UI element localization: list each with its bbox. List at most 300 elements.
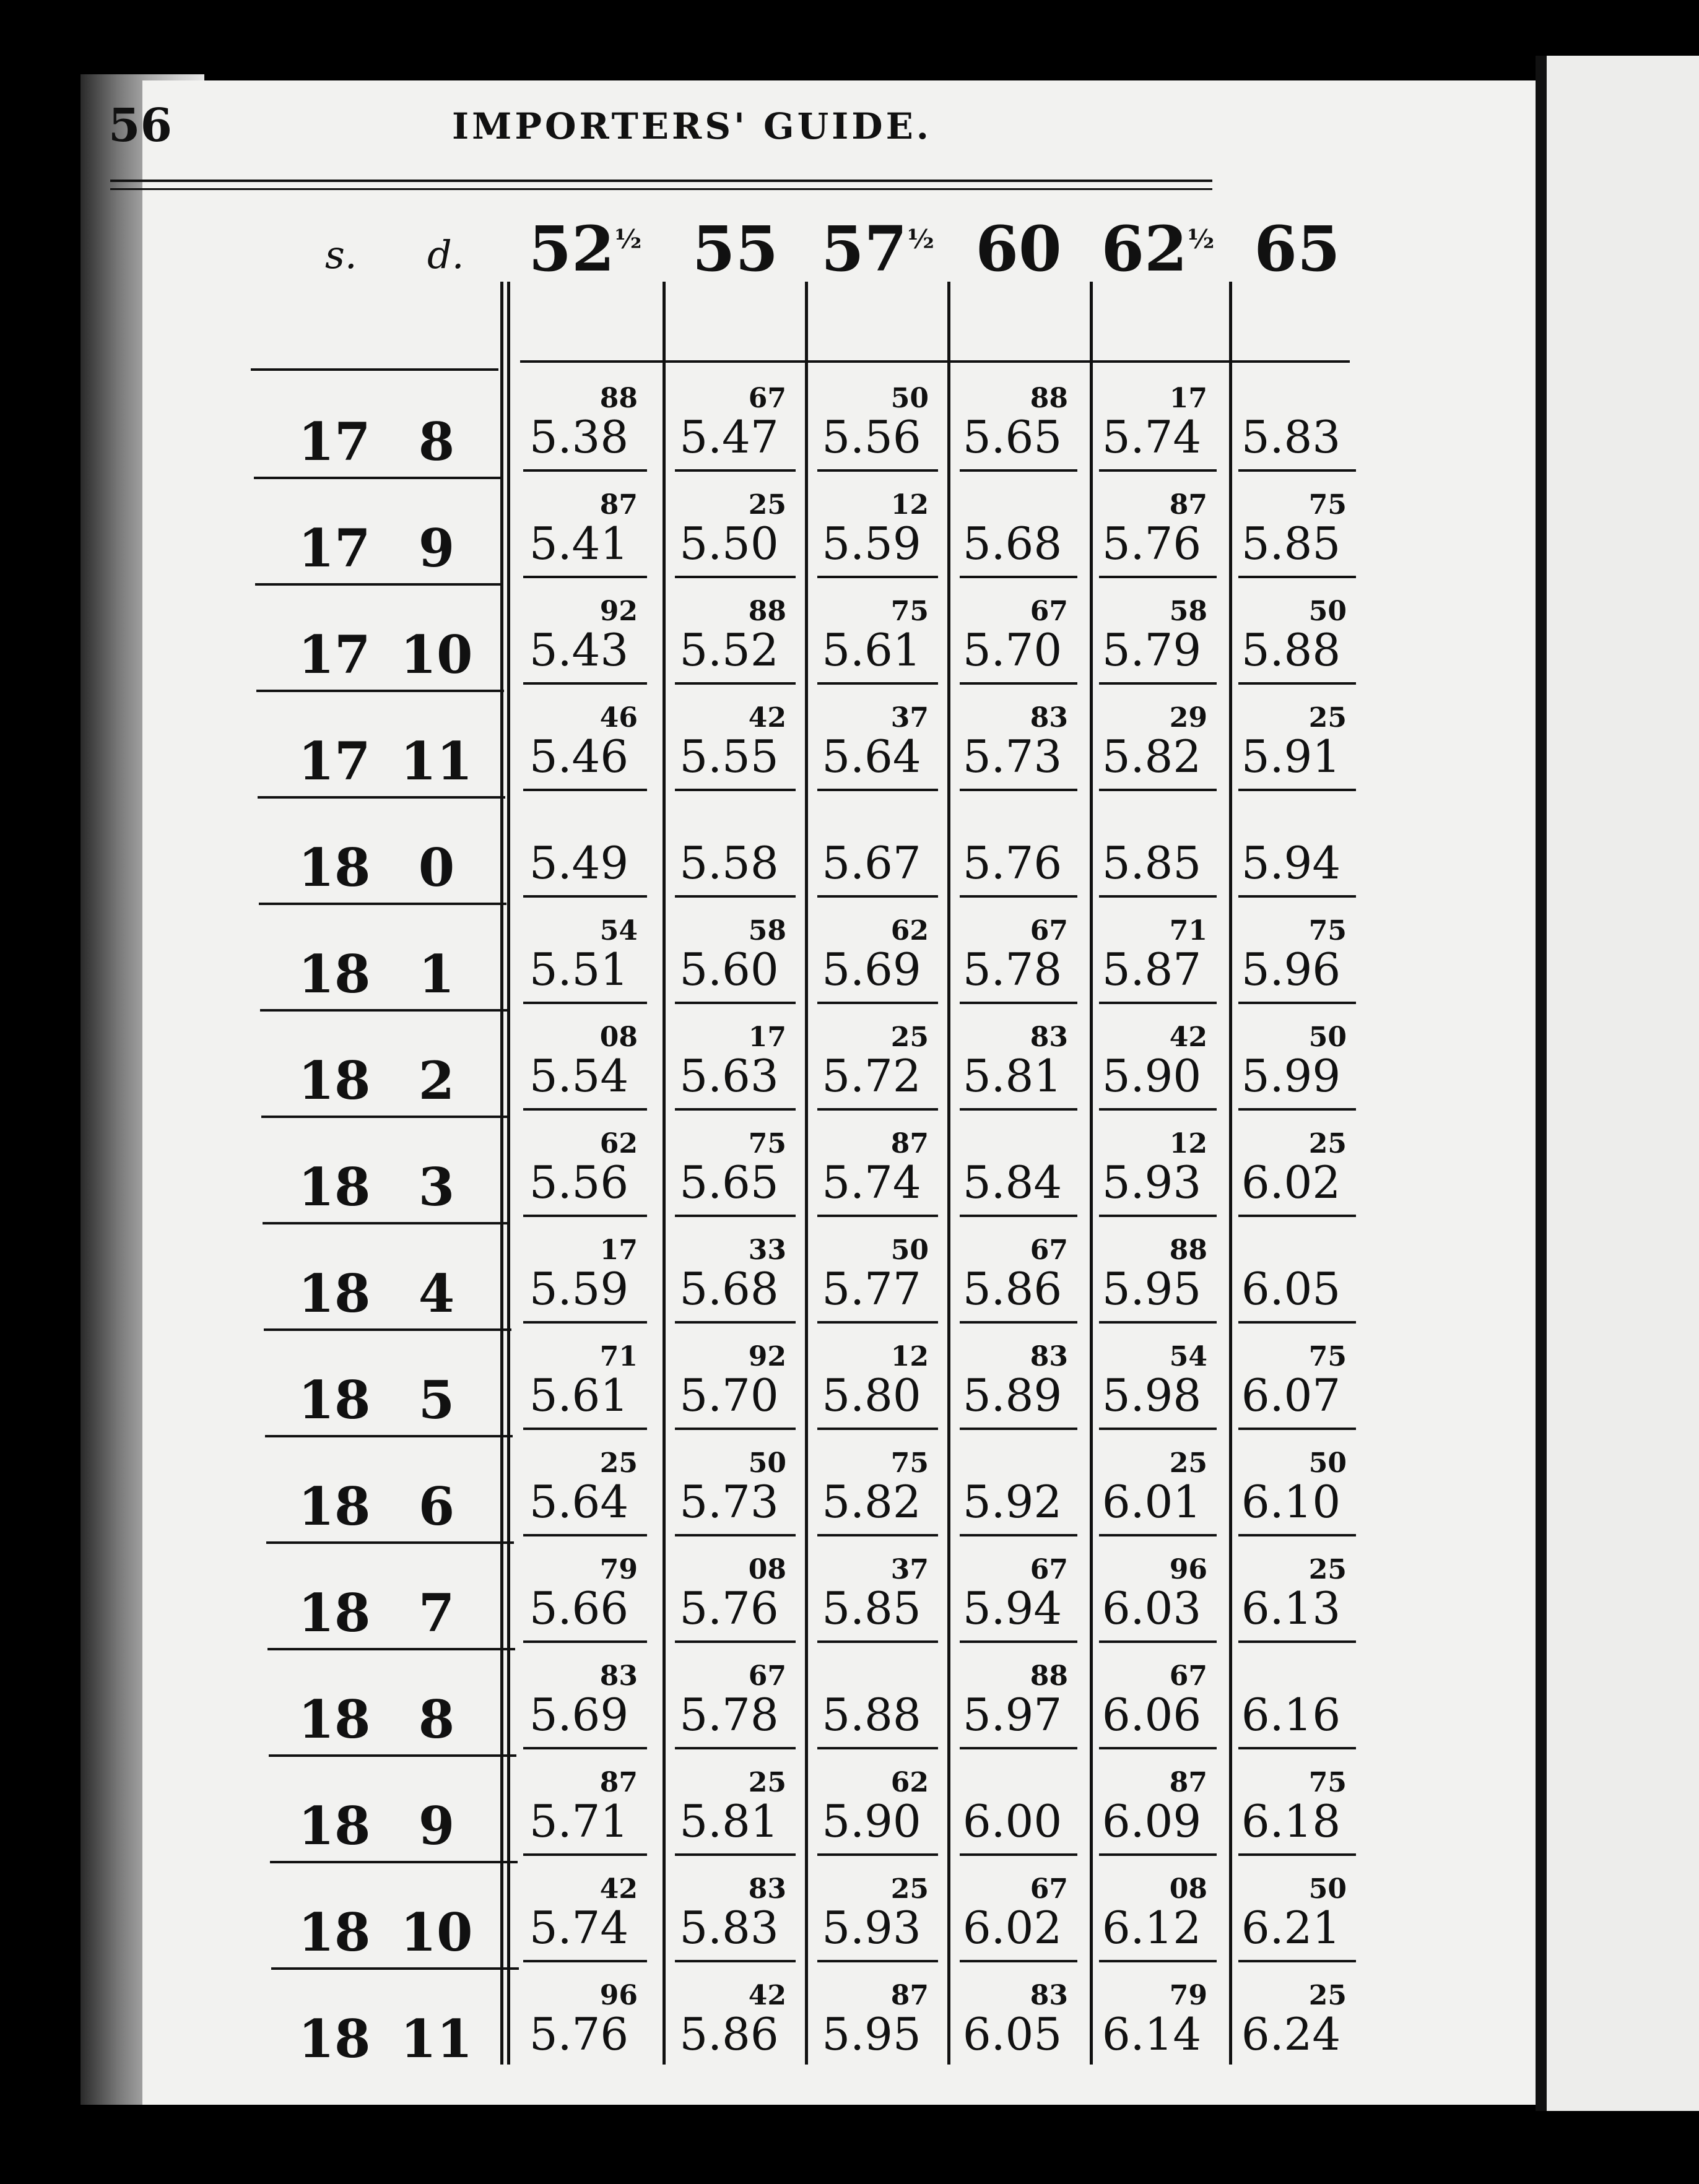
- row-separator-left: [259, 903, 506, 905]
- table-cell-fraction: 96: [1169, 1554, 1207, 1585]
- table-cell-value: 6.06: [1102, 1689, 1202, 1741]
- row-separator-cell: [1238, 1534, 1356, 1536]
- row-separator-cell: [817, 682, 938, 685]
- header-underline-left: [251, 368, 498, 371]
- row-separator-cell: [1238, 1960, 1356, 1962]
- row-pence: 8: [418, 411, 455, 472]
- table-cell-fraction: 42: [748, 1980, 786, 2011]
- row-separator-cell: [1099, 1215, 1217, 1217]
- row-separator-cell: [817, 789, 938, 791]
- table-cell-fraction: 50: [748, 1447, 786, 1479]
- table-cell-fraction: 08: [748, 1554, 786, 1585]
- row-separator-cell: [817, 895, 938, 898]
- row-separator-cell: [675, 1640, 796, 1643]
- table-cell-value: 5.89: [962, 1369, 1062, 1421]
- row-separator-cell: [1238, 682, 1356, 685]
- row-shillings: 18: [298, 1902, 371, 1963]
- table-cell-fraction: 67: [1030, 1873, 1068, 1905]
- table-cell-value: 5.93: [1102, 1156, 1202, 1208]
- table-cell-fraction: 62: [890, 1767, 929, 1798]
- table-cell-value: 6.21: [1241, 1902, 1341, 1954]
- row-separator-cell: [1238, 1428, 1356, 1430]
- table-cell-value: 5.85: [822, 1582, 921, 1634]
- row-pence: 3: [418, 1156, 455, 1218]
- row-separator-cell: [523, 1321, 647, 1324]
- table-cell-fraction: 25: [890, 1021, 929, 1053]
- row-separator-left: [265, 1435, 513, 1437]
- table-cell-value: 5.61: [822, 624, 921, 676]
- header-rule: [110, 180, 1212, 190]
- column-header-2: 55: [692, 212, 779, 285]
- table-cell-value: 5.73: [679, 1476, 779, 1528]
- table-cell-fraction: 25: [890, 1873, 929, 1905]
- row-separator-cell: [1099, 1640, 1217, 1643]
- row-separator-cell: [523, 1747, 647, 1749]
- table-cell-value: 6.03: [1102, 1582, 1202, 1634]
- row-shillings: 17: [298, 518, 371, 579]
- table-cell-fraction: 25: [1308, 1554, 1347, 1585]
- table-cell-value: 5.70: [962, 624, 1062, 676]
- table-cell-value: 5.51: [529, 943, 629, 995]
- table-cell-fraction: 88: [1030, 383, 1068, 414]
- row-shillings: 18: [298, 943, 371, 1005]
- table-cell-value: 5.99: [1241, 1050, 1341, 1102]
- table-cell-value: 6.12: [1102, 1902, 1202, 1954]
- table-cell-fraction: 62: [599, 1128, 638, 1159]
- table-cell-value: 5.91: [1241, 730, 1341, 782]
- table-cell-fraction: 79: [599, 1554, 638, 1585]
- table-cell-fraction: 17: [1169, 383, 1207, 414]
- table-cell-fraction: 12: [1169, 1128, 1207, 1159]
- row-separator-cell: [675, 1534, 796, 1536]
- table-cell-value: 5.55: [679, 730, 779, 782]
- row-separator-cell: [523, 1960, 647, 1962]
- table-cell-value: 5.78: [962, 943, 1062, 995]
- table-cell-fraction: 87: [890, 1128, 929, 1159]
- table-cell-value: 5.86: [679, 2008, 779, 2060]
- row-separator-left: [254, 477, 502, 479]
- table-cell-value: 6.13: [1241, 1582, 1341, 1634]
- table-cell-fraction: 42: [599, 1873, 638, 1905]
- table-cell-value: 5.65: [962, 411, 1062, 463]
- table-cell-value: 5.84: [962, 1156, 1062, 1208]
- table-cell-value: 5.94: [962, 1582, 1062, 1634]
- table-cell-fraction: 50: [1308, 596, 1347, 627]
- table-cell-value: 5.77: [822, 1263, 921, 1315]
- row-separator-cell: [1099, 469, 1217, 472]
- row-separator-cell: [675, 1853, 796, 1856]
- facing-page-edge: [1536, 56, 1699, 2111]
- column-header-4: 60: [975, 212, 1062, 285]
- row-separator-cell: [523, 1215, 647, 1217]
- row-pence: 7: [418, 1582, 455, 1644]
- table-cell-value: 6.02: [1241, 1156, 1341, 1208]
- table-cell-value: 5.71: [529, 1795, 629, 1847]
- table-cell-value: 5.38: [529, 411, 629, 463]
- row-separator-cell: [817, 1960, 938, 1962]
- table-cell-fraction: 67: [1030, 1554, 1068, 1585]
- table-cell-value: 5.97: [962, 1689, 1062, 1741]
- row-separator-cell: [675, 469, 796, 472]
- table-cell-value: 6.18: [1241, 1795, 1341, 1847]
- table-cell-value: 5.47: [679, 411, 779, 463]
- table-cell-value: 5.64: [822, 730, 921, 782]
- row-separator-left: [258, 796, 505, 799]
- table-cell-value: 5.85: [1241, 518, 1341, 570]
- row-separator-cell: [960, 1321, 1077, 1324]
- row-separator-cell: [675, 1321, 796, 1324]
- column-header-1: $52^{\frac{1}{2}}$: [528, 212, 642, 285]
- row-pence: 1: [418, 943, 455, 1005]
- row-separator-left: [271, 1967, 519, 1970]
- table-cell-fraction: 25: [1308, 702, 1347, 734]
- row-separator-cell: [1099, 789, 1217, 791]
- header-underline-right: [520, 360, 1350, 363]
- row-separator-cell: [1099, 1321, 1217, 1324]
- row-separator-left: [261, 1116, 509, 1118]
- table-cell-fraction: 67: [1030, 596, 1068, 627]
- table-cell-fraction: 75: [1308, 1767, 1347, 1798]
- table-cell-fraction: 87: [1169, 489, 1207, 521]
- row-pence: 10: [400, 1902, 473, 1963]
- table-cell-fraction: 92: [599, 596, 638, 627]
- table-cell-value: 5.56: [529, 1156, 629, 1208]
- row-separator-cell: [1099, 1002, 1217, 1004]
- row-separator-cell: [817, 1321, 938, 1324]
- row-separator-cell: [1099, 1428, 1217, 1430]
- table-cell-fraction: 58: [748, 915, 786, 947]
- table-cell-value: 5.59: [529, 1263, 629, 1315]
- table-cell-fraction: 29: [1169, 702, 1207, 734]
- row-separator-cell: [817, 1747, 938, 1749]
- table-cell-fraction: 67: [1169, 1660, 1207, 1692]
- row-pence: 4: [418, 1263, 455, 1324]
- table-cell-value: 5.54: [529, 1050, 629, 1102]
- table-cell-fraction: 87: [890, 1980, 929, 2011]
- table-cell-value: 5.68: [679, 1263, 779, 1315]
- table-cell-value: 5.90: [1102, 1050, 1202, 1102]
- table-cell-fraction: 62: [890, 915, 929, 947]
- row-separator-left: [264, 1328, 511, 1331]
- table-cell-value: 5.93: [822, 1902, 921, 1954]
- table-cell-value: 5.94: [1241, 837, 1341, 889]
- table-cell-fraction: 33: [748, 1234, 786, 1266]
- row-separator-cell: [675, 789, 796, 791]
- row-separator-cell: [523, 789, 647, 791]
- table-cell-fraction: 12: [890, 1341, 929, 1372]
- row-separator-left: [270, 1861, 518, 1863]
- table-cell-fraction: 75: [890, 1447, 929, 1479]
- table-cell-fraction: 87: [599, 489, 638, 521]
- row-separator-cell: [1238, 1747, 1356, 1749]
- table-cell-value: 6.05: [1241, 1263, 1341, 1315]
- table-cell-fraction: 37: [890, 702, 929, 734]
- table-cell-fraction: 87: [599, 1767, 638, 1798]
- row-separator-cell: [523, 1534, 647, 1536]
- table-cell-fraction: 25: [1308, 1128, 1347, 1159]
- table-cell-value: 5.82: [822, 1476, 921, 1528]
- table-cell-value: 5.73: [962, 730, 1062, 782]
- table-cell-value: 6.16: [1241, 1689, 1341, 1741]
- table-cell-value: 5.88: [1241, 624, 1341, 676]
- table-cell-fraction: 83: [1030, 1021, 1068, 1053]
- table-cell-fraction: 54: [1169, 1341, 1207, 1372]
- divider-double: [500, 282, 510, 2065]
- row-separator-cell: [1238, 895, 1356, 898]
- row-separator-cell: [675, 1960, 796, 1962]
- table-cell-fraction: 17: [599, 1234, 638, 1266]
- table-cell-value: 6.05: [962, 2008, 1062, 2060]
- row-separator-cell: [1099, 1960, 1217, 1962]
- table-cell-fraction: 25: [748, 489, 786, 521]
- row-pence: 2: [418, 1050, 455, 1111]
- row-separator-cell: [960, 1640, 1077, 1643]
- table-cell-fraction: 83: [1030, 1341, 1068, 1372]
- page-number: 56: [108, 99, 172, 152]
- row-separator-cell: [523, 1108, 647, 1111]
- table-cell-fraction: 50: [1308, 1447, 1347, 1479]
- row-separator-cell: [960, 1108, 1077, 1111]
- row-separator-cell: [817, 1108, 938, 1111]
- row-shillings: 18: [298, 1263, 371, 1324]
- row-separator-cell: [523, 1428, 647, 1430]
- row-pence: 9: [418, 1795, 455, 1857]
- table-cell-fraction: 71: [599, 1341, 638, 1372]
- row-shillings: 17: [298, 730, 371, 792]
- table-cell-value: 5.63: [679, 1050, 779, 1102]
- row-separator-left: [267, 1648, 515, 1650]
- table-cell-fraction: 50: [1308, 1021, 1347, 1053]
- header-pence: d.: [427, 232, 464, 277]
- table-cell-fraction: 37: [890, 1554, 929, 1585]
- row-separator-cell: [817, 1640, 938, 1643]
- row-separator-left: [269, 1754, 516, 1757]
- table-cell-fraction: 88: [1030, 1660, 1068, 1692]
- table-cell-value: 5.43: [529, 624, 629, 676]
- table-cell-fraction: 71: [1169, 915, 1207, 947]
- row-pence: 10: [400, 624, 473, 685]
- row-shillings: 18: [298, 1476, 371, 1537]
- table-cell-value: 5.78: [679, 1689, 779, 1741]
- table-cell-fraction: 58: [1169, 596, 1207, 627]
- row-shillings: 18: [298, 1795, 371, 1857]
- row-separator-cell: [960, 895, 1077, 898]
- row-shillings: 18: [298, 837, 371, 898]
- row-separator-cell: [817, 1215, 938, 1217]
- row-separator-cell: [1238, 576, 1356, 578]
- table-cell-value: 5.50: [679, 518, 779, 570]
- row-separator-cell: [817, 576, 938, 578]
- table-cell-value: 5.59: [822, 518, 921, 570]
- row-pence: 9: [418, 518, 455, 579]
- table-cell-value: 5.70: [679, 1369, 779, 1421]
- table-cell-value: 5.95: [1102, 1263, 1202, 1315]
- table-cell-value: 5.49: [529, 837, 629, 889]
- table-cell-value: 6.02: [962, 1902, 1062, 1954]
- row-separator-cell: [675, 1747, 796, 1749]
- table-cell-value: 5.80: [822, 1369, 921, 1421]
- table-cell-fraction: 87: [1169, 1767, 1207, 1798]
- table-cell-fraction: 67: [748, 383, 786, 414]
- table-cell-value: 6.10: [1241, 1476, 1341, 1528]
- row-separator-cell: [1238, 1321, 1356, 1324]
- table-cell-fraction: 83: [1030, 1980, 1068, 2011]
- row-separator-cell: [523, 576, 647, 578]
- row-separator-cell: [1099, 1108, 1217, 1111]
- table-cell-value: 5.83: [1241, 411, 1341, 463]
- row-shillings: 18: [298, 1689, 371, 1750]
- table-cell-value: 5.74: [822, 1156, 921, 1208]
- row-separator-cell: [675, 682, 796, 685]
- table-cell-value: 5.68: [962, 518, 1062, 570]
- row-separator-cell: [523, 682, 647, 685]
- row-separator-cell: [960, 682, 1077, 685]
- row-separator-cell: [675, 1215, 796, 1217]
- table-cell-value: 5.58: [679, 837, 779, 889]
- table-cell-value: 5.74: [529, 1902, 629, 1954]
- row-separator-cell: [523, 469, 647, 472]
- table-cell-value: 5.65: [679, 1156, 779, 1208]
- table-cell-value: 5.85: [1102, 837, 1202, 889]
- table-cell-fraction: 75: [1308, 1341, 1347, 1372]
- row-separator-cell: [675, 895, 796, 898]
- row-separator-cell: [960, 1428, 1077, 1430]
- table-cell-value: 5.81: [679, 1795, 779, 1847]
- table-cell-fraction: 25: [1308, 1980, 1347, 2011]
- row-shillings: 18: [298, 1156, 371, 1218]
- table-cell-value: 5.76: [679, 1582, 779, 1634]
- table-cell-value: 5.86: [962, 1263, 1062, 1315]
- table-cell-fraction: 75: [748, 1128, 786, 1159]
- row-pence: 11: [400, 2008, 473, 2069]
- row-separator-cell: [817, 1002, 938, 1004]
- column-header-6: 65: [1254, 212, 1341, 285]
- table-cell-fraction: 42: [748, 702, 786, 734]
- table-cell-fraction: 75: [890, 596, 929, 627]
- row-separator-cell: [817, 1853, 938, 1856]
- table-cell-fraction: 08: [599, 1021, 638, 1053]
- header-shillings: s.: [325, 232, 357, 277]
- table-cell-fraction: 79: [1169, 1980, 1207, 2011]
- table-cell-value: 6.00: [962, 1795, 1062, 1847]
- table-cell-value: 5.66: [529, 1582, 629, 1634]
- row-separator-cell: [960, 1534, 1077, 1536]
- table-cell-value: 5.87: [1102, 943, 1202, 995]
- table-cell-fraction: 88: [748, 596, 786, 627]
- table-cell-fraction: 25: [748, 1767, 786, 1798]
- row-separator-cell: [960, 1960, 1077, 1962]
- table-cell-value: 5.74: [1102, 411, 1202, 463]
- row-separator-cell: [960, 576, 1077, 578]
- table-cell-value: 6.09: [1102, 1795, 1202, 1847]
- row-separator-cell: [960, 789, 1077, 791]
- table-cell-fraction: 25: [599, 1447, 638, 1479]
- table-cell-value: 5.69: [822, 943, 921, 995]
- table-cell-value: 5.95: [822, 2008, 921, 2060]
- table-cell-fraction: 96: [599, 1980, 638, 2011]
- table-cell-value: 5.83: [679, 1902, 779, 1954]
- table-cell-value: 5.52: [679, 624, 779, 676]
- row-separator-cell: [1099, 1747, 1217, 1749]
- table-cell-value: 5.67: [822, 837, 921, 889]
- table-cell-value: 5.96: [1241, 943, 1341, 995]
- table-cell-value: 5.82: [1102, 730, 1202, 782]
- row-separator-left: [266, 1541, 514, 1544]
- table-cell-fraction: 88: [599, 383, 638, 414]
- table-cell-value: 5.76: [1102, 518, 1202, 570]
- row-separator-left: [255, 583, 503, 586]
- row-separator-cell: [1238, 1853, 1356, 1856]
- table-cell-value: 5.81: [962, 1050, 1062, 1102]
- row-separator-cell: [960, 1002, 1077, 1004]
- row-separator-cell: [960, 1853, 1077, 1856]
- table-cell-value: 5.76: [962, 837, 1062, 889]
- table-cell-value: 6.24: [1241, 2008, 1341, 2060]
- table-cell-value: 5.46: [529, 730, 629, 782]
- row-separator-left: [256, 690, 504, 692]
- table-cell-value: 6.07: [1241, 1369, 1341, 1421]
- row-pence: 5: [418, 1369, 455, 1431]
- table-cell-fraction: 83: [1030, 702, 1068, 734]
- table-cell-value: 5.69: [529, 1689, 629, 1741]
- table-cell-value: 5.92: [962, 1476, 1062, 1528]
- table-cell-value: 6.14: [1102, 2008, 1202, 2060]
- table-cell-value: 5.90: [822, 1795, 921, 1847]
- table-cell-value: 5.72: [822, 1050, 921, 1102]
- table-cell-fraction: 42: [1169, 1021, 1207, 1053]
- table-cell-value: 6.01: [1102, 1476, 1202, 1528]
- row-separator-cell: [1099, 1534, 1217, 1536]
- row-separator-cell: [1099, 1853, 1217, 1856]
- row-separator-left: [263, 1222, 510, 1224]
- row-separator-cell: [817, 1534, 938, 1536]
- table-cell-fraction: 08: [1169, 1873, 1207, 1905]
- table-cell-value: 5.41: [529, 518, 629, 570]
- row-pence: 6: [418, 1476, 455, 1537]
- row-separator-cell: [675, 1108, 796, 1111]
- row-pence: 0: [418, 837, 455, 898]
- row-separator-cell: [1238, 789, 1356, 791]
- table-cell-fraction: 67: [1030, 915, 1068, 947]
- row-separator-cell: [960, 469, 1077, 472]
- table-cell-value: 5.56: [822, 411, 921, 463]
- row-shillings: 18: [298, 1369, 371, 1431]
- row-separator-cell: [1099, 576, 1217, 578]
- row-separator-cell: [675, 576, 796, 578]
- table-cell-fraction: 12: [890, 489, 929, 521]
- row-shillings: 17: [298, 624, 371, 685]
- row-separator-cell: [1238, 1002, 1356, 1004]
- table-cell-fraction: 17: [748, 1021, 786, 1053]
- table-cell-fraction: 83: [599, 1660, 638, 1692]
- row-separator-cell: [1238, 1640, 1356, 1643]
- running-head: IMPORTERS' GUIDE.: [452, 105, 932, 147]
- table-cell-fraction: 83: [748, 1873, 786, 1905]
- row-separator-cell: [523, 1640, 647, 1643]
- row-separator-left: [260, 1009, 508, 1012]
- row-separator-cell: [1238, 1108, 1356, 1111]
- table-cell-fraction: 75: [1308, 489, 1347, 521]
- row-separator-cell: [523, 895, 647, 898]
- table-cell-fraction: 67: [1030, 1234, 1068, 1266]
- column-header-3: $57^{\frac{1}{2}}$: [821, 212, 934, 285]
- row-separator-cell: [675, 1428, 796, 1430]
- table-cell-fraction: 50: [890, 383, 929, 414]
- row-separator-cell: [960, 1747, 1077, 1749]
- column-header-5: $62^{\frac{1}{2}}$: [1101, 212, 1215, 285]
- table-cell-fraction: 67: [748, 1660, 786, 1692]
- row-pence: 11: [400, 730, 473, 792]
